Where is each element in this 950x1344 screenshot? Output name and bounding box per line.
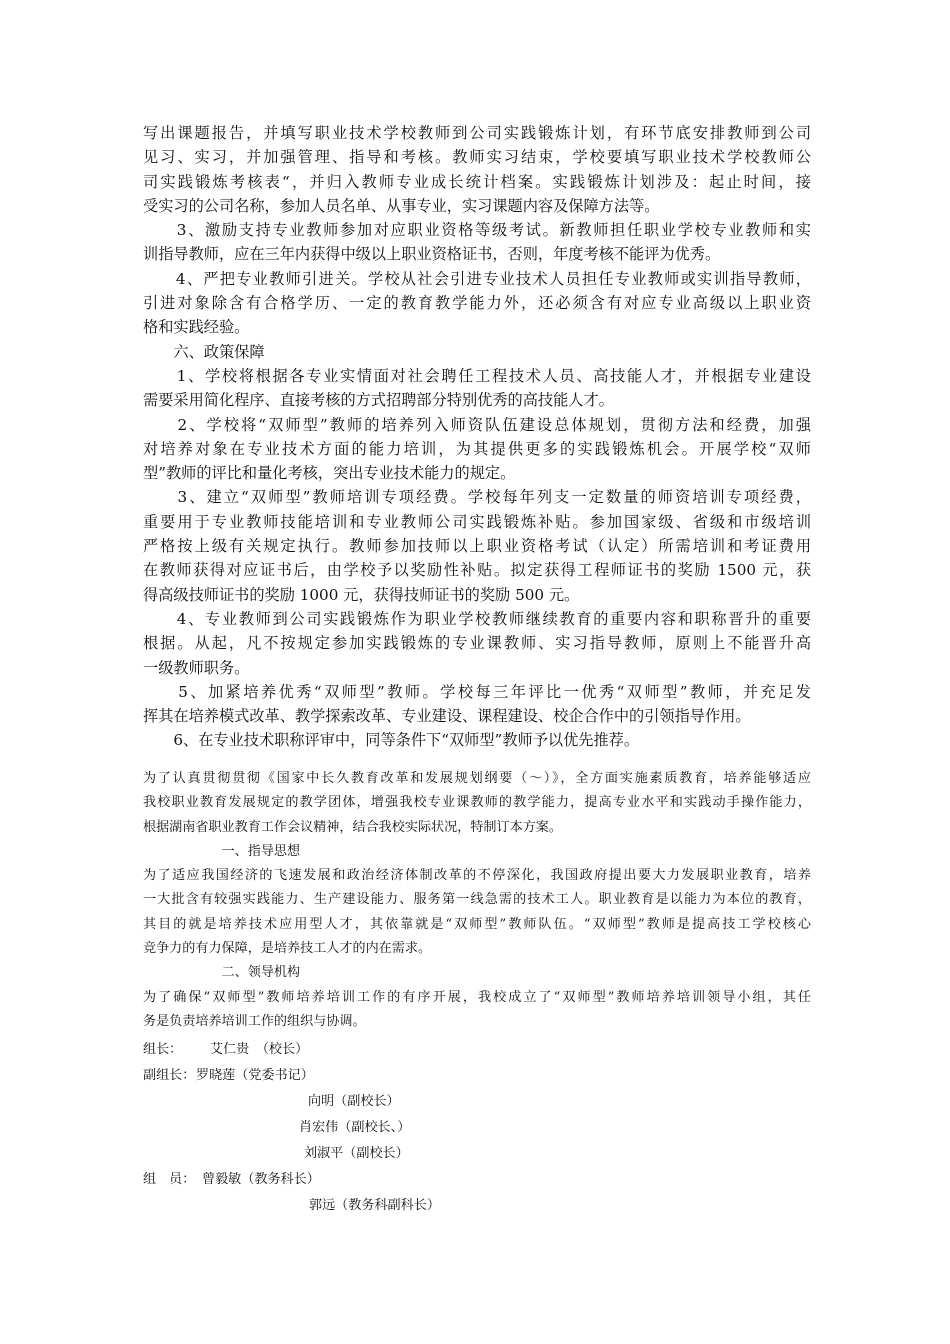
text-line: 1、学校将根据各专业实情面对社会聘任工程技术人员、高技能人才，并根据专业建设 xyxy=(143,366,811,385)
paragraph xyxy=(143,728,811,752)
deputy-name: 罗晓莲（党委书记） xyxy=(196,1068,314,1083)
text-line: 2、学校将“双师型”教师的培养列入师资队伍建设总体规划，贯彻方法和经费，加强 xyxy=(143,415,811,434)
paragraph xyxy=(143,961,811,985)
text-line: 型”教师的评比和量化考核，突出专业技术能力的规定。 xyxy=(143,464,516,483)
text-line: 根据。从起，凡不按规定参加实践锻炼的专业课教师、实习指导教师，原则上不能晋升高 xyxy=(143,634,811,653)
text-line: 其目的就是培养技术应用型人才，其依靠就是“双师型”教师队伍。“双师型”教师是提高技工学校核心 xyxy=(143,916,811,932)
text-line: 3、激励支持专业教师参加对应职业资格等级考试。新教师担任职业学校专业教师和实 xyxy=(143,221,811,240)
text-line: 训指导教师，应在三年内获得中级以上职业资格证书，否则，年度考核不能评为优秀。 xyxy=(143,245,721,264)
text-line: 格和实践经验。 xyxy=(143,318,250,337)
paragraph xyxy=(143,267,811,340)
paragraph xyxy=(143,340,811,364)
text-line: 6、在专业技术职称评审中，同等条件下“双师型”教师予以优先推荐。 xyxy=(143,731,640,750)
paragraph xyxy=(143,607,811,680)
text-line: 为了确保“双师型”教师培养培训工作的有序开展，我校成立了“双师型”教师培养培训领导小组，其任 xyxy=(143,989,811,1005)
members-label: 组 员： xyxy=(143,1172,196,1187)
text-line: 为了适应我国经济的飞速发展和政治经济体制改革的不停深化，我国政府提出要大力发展职业教育，培养 xyxy=(143,868,811,884)
text-line: 重要用于专业教师技能培训和专业教师公司实践锻炼补贴。参加国家级、省级和市级培训 xyxy=(143,512,811,531)
text-line: 二、领导机构 xyxy=(143,965,301,981)
paragraph xyxy=(143,864,811,961)
text-line: 需要采用简化程序、直接考核的方式招聘部分特别优秀的高技能人才。 xyxy=(143,391,614,410)
deputy-name: 刘淑平（副校长） xyxy=(304,1146,409,1161)
text-line: 一、指导思想 xyxy=(143,843,301,859)
leader-name: 艾仁贵 （校长） xyxy=(210,1042,309,1057)
text-line: 3、建立“双师型”教师培训专项经费。学校每年列支一定数量的师资培训专项经费， xyxy=(143,488,811,507)
text-line: 5、加紧培养优秀“双师型”教师。学校每三年评比一优秀“双师型”教师，并充足发 xyxy=(143,682,811,701)
deputy-name: 肖宏伟（副校长、） xyxy=(299,1120,411,1135)
text-line: 六、政策保障 xyxy=(143,342,265,361)
paragraph xyxy=(143,485,811,606)
text-line: 4、专业教师到公司实践锻炼作为职业学校教师继续教育的重要内容和职称晋升的重要 xyxy=(143,609,811,628)
paragraph xyxy=(143,121,811,218)
text-line: 挥其在培养模式改革、教学探索改革、专业建设、课程建设、校企合作中的引领指导作用。 xyxy=(143,707,751,726)
deputy-name: 向明（副校长） xyxy=(308,1094,400,1109)
paragraph xyxy=(143,986,811,1035)
paragraph xyxy=(143,218,811,267)
text-line: 4、严把专业教师引进关。学校从社会引进专业技术人员担任专业教师或实训指导教师， xyxy=(143,269,811,288)
paragraph xyxy=(143,413,811,486)
text-line: 务是负责培养培训工作的组织与协调。 xyxy=(143,1013,366,1029)
text-line: 引进对象除含有合格学历、一定的教育教学能力外，还必须含有对应专业高级以上职业资 xyxy=(143,294,811,313)
body-section-1 xyxy=(143,121,811,753)
paragraph xyxy=(143,364,811,413)
member-name: 曾毅敏（教务科长） xyxy=(202,1172,320,1187)
text-line: 严格按上级有关规定执行。教师参加技师以上职业资格考试（认定）所需培训和考证费用 xyxy=(143,537,811,556)
leader-label: 组长： xyxy=(143,1042,183,1057)
text-line: 我校职业教育发展规定的教学团体，增强我校专业课教师的教学能力，提高专业水平和实践动手操作能力， xyxy=(143,795,811,811)
body-section-2 xyxy=(143,767,811,1034)
paragraph xyxy=(143,767,811,840)
text-line: 为了认真贯彻贯彻《国家中长久教育改革和发展规划纲要（～）》，全方面实施素质教育，培养能够适应 xyxy=(143,771,811,786)
text-line: 竞争力的有力保障，是培养技工人才的内在需求。 xyxy=(143,941,432,957)
paragraph xyxy=(143,840,811,864)
text-line: 受实习的公司名称，参加人员名单、从事专业，实习课题内容及保障方法等。 xyxy=(143,196,660,215)
text-line: 根据湖南省职业教育工作会议精神，结合我校实际状况，特制订本方案。 xyxy=(143,819,562,835)
text-line: 在教师获得对应证书后，由学校予以奖励性补贴。拟定获得工程师证书的奖励 1500 元，获 xyxy=(143,561,811,580)
text-line: 对培养对象在专业技术方面的能力培训，为其提供更多的实践锻炼机会。开展学校“双师 xyxy=(143,439,811,458)
text-line: 司实践锻炼考核表“，并归入教师专业成长统计档案。实践锻炼计划涉及：起止时间，接 xyxy=(143,172,811,191)
text-line: 一大批含有较强实践能力、生产建设能力、服务第一线急需的技术工人。职业教育是以能力为本位的教育， xyxy=(143,892,811,908)
text-line: 见习、实习，并加强管理、指导和考核。教师实习结束，学校要填写职业技术学校教师公 xyxy=(143,148,811,167)
deputy-label: 副组长： xyxy=(143,1068,196,1083)
member-name: 郭远（教务科副科长） xyxy=(309,1198,440,1213)
paragraph xyxy=(143,680,811,729)
text-line: 一级教师职务。 xyxy=(143,658,250,677)
text-line: 得高级技师证书的奖励 1000 元，获得技师证书的奖励 500 元。 xyxy=(143,585,580,604)
text-line: 写出课题报告，并填写职业技术学校教师到公司实践锻炼计划，有环节底安排教师到公司 xyxy=(143,124,811,142)
